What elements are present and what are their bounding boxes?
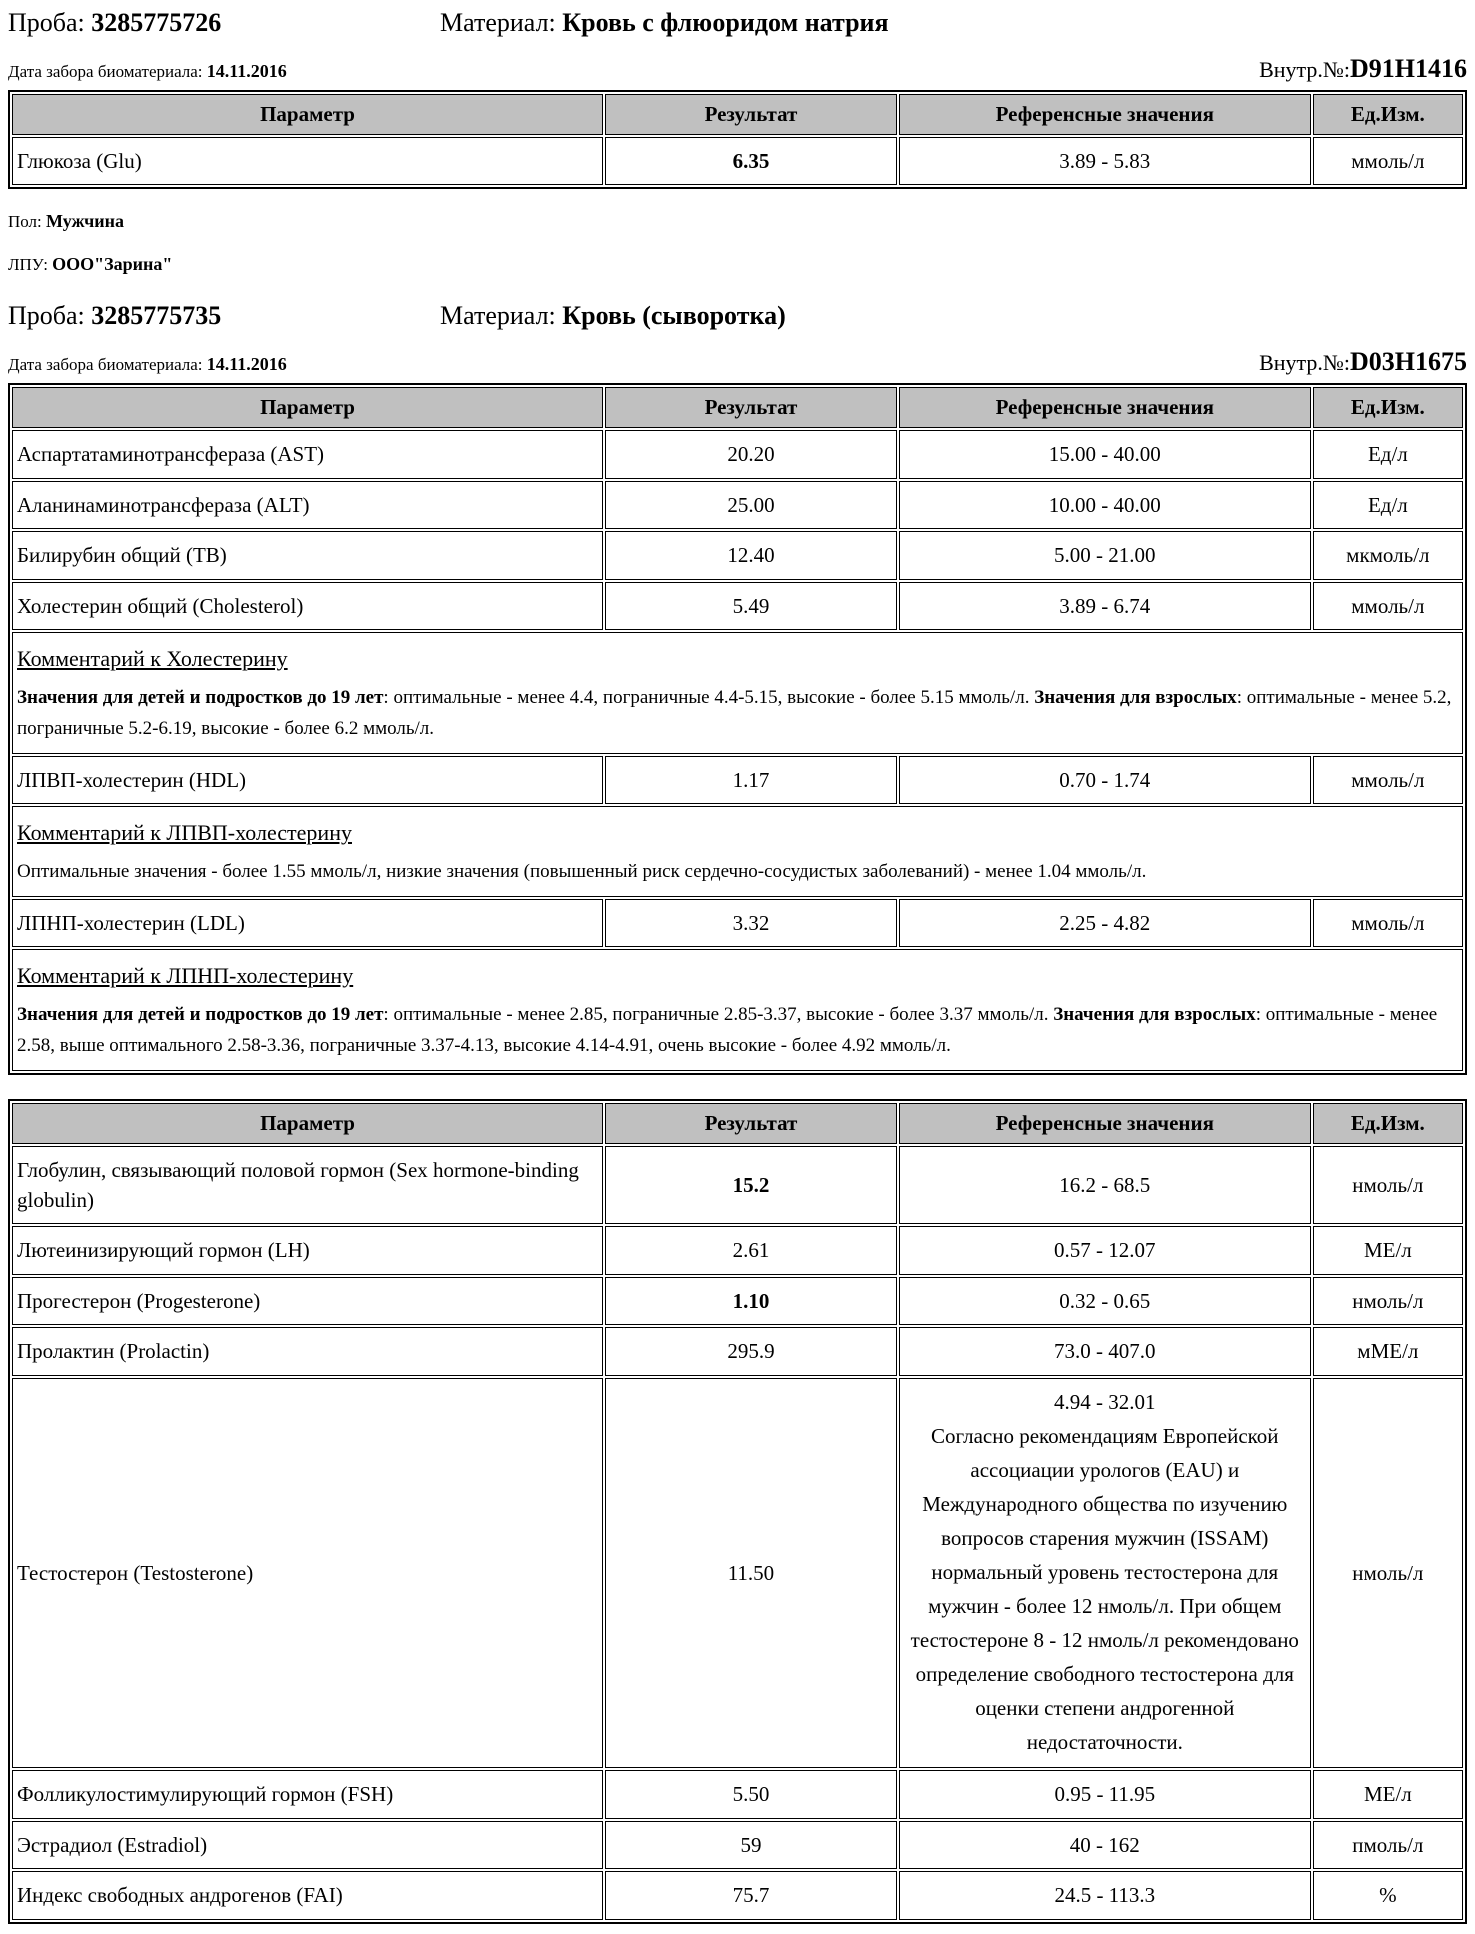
biochemistry-table <box>8 383 1467 1074</box>
comment-bold-segment: Значения для взрослых <box>1053 1004 1256 1026</box>
header-reference: Референсные значения <box>899 387 1311 428</box>
table-row-alt <box>12 481 1463 529</box>
unit-cell: ммоль/л <box>1313 756 1463 804</box>
unit-cell: мкмоль/л <box>1313 531 1463 579</box>
sample-header-2 <box>8 301 1467 331</box>
unit-cell: пмоль/л <box>1313 1821 1463 1869</box>
comment-text-segment: : оптимальные - менее 4.4, пограничные 4.4-5.15, высокие - более 5.15 ммоль/л. <box>383 687 1035 709</box>
table-row-ast <box>12 430 1463 478</box>
table-row-progesterone <box>12 1277 1463 1325</box>
reference-cell: 0.57 - 12.07 <box>899 1226 1311 1274</box>
collection-date-value: 14.11.2016 <box>206 61 287 81</box>
reference-cell: 73.0 - 407.0 <box>899 1327 1311 1375</box>
header-reference: Референсные значения <box>899 94 1311 135</box>
unit-cell: Ед/л <box>1313 430 1463 478</box>
table-row-testosterone <box>12 1378 1463 1769</box>
param-cell: ЛПНП-холестерин (LDL) <box>12 899 603 947</box>
param-cell: Аспартатаминотрансфераза (AST) <box>12 430 603 478</box>
comment-body <box>17 683 1458 745</box>
table-row-prolactin <box>12 1327 1463 1375</box>
param-cell: Холестерин общий (Cholesterol) <box>12 582 603 630</box>
reference-range: 4.94 - 32.01 <box>1054 1389 1156 1414</box>
lpu-label: ЛПУ: <box>8 255 48 275</box>
header-reference: Референсные значения <box>899 1103 1311 1144</box>
comment-bold-segment: Значения для детей и подростков до 19 лет <box>17 1004 384 1026</box>
collection-date-value: 14.11.2016 <box>206 354 287 375</box>
result-cell: 15.2 <box>605 1146 897 1225</box>
material-2 <box>440 301 786 331</box>
unit-cell: % <box>1313 1871 1463 1919</box>
reference-cell <box>899 1378 1311 1769</box>
reference-cell: 40 - 162 <box>899 1821 1311 1869</box>
result-cell: 295.9 <box>605 1327 897 1375</box>
param-cell: Глобулин, связывающий половой гормон (Sex hormone-binding globulin) <box>12 1146 603 1225</box>
table-row-fsh <box>12 1770 1463 1818</box>
table-header-row <box>12 387 1463 428</box>
param-cell: Аланинаминотрансфераза (ALT) <box>12 481 603 529</box>
unit-cell: мМЕ/л <box>1313 1327 1463 1375</box>
header-unit: Ед.Изм. <box>1313 1103 1463 1144</box>
param-cell: Лютеинизирующий гормон (LH) <box>12 1226 603 1274</box>
unit-cell: ммоль/л <box>1313 899 1463 947</box>
internal-no-value: D03H1675 <box>1350 347 1467 377</box>
internal-no-value: D91H1416 <box>1350 54 1467 83</box>
material-1 <box>440 8 889 38</box>
material-label: Материал: <box>440 301 556 331</box>
result-cell: 6.35 <box>605 137 897 185</box>
reference-cell: 3.89 - 5.83 <box>899 137 1311 185</box>
table-row-fai <box>12 1871 1463 1919</box>
sample-number: 3285775726 <box>91 8 222 37</box>
unit-cell: ммоль/л <box>1313 137 1463 185</box>
result-cell: 3.32 <box>605 899 897 947</box>
comment-text-segment: : оптимальные - менее 2.58, выше оптимального 2.58-3.36, пограничные 3.37-4.13, высокие 4.14-4.91, очень высокие - более 4.92 ммоль/л. <box>17 1004 1438 1056</box>
unit-cell: нмоль/л <box>1313 1277 1463 1325</box>
comment-body <box>17 1000 1458 1062</box>
sex-label: Пол: <box>8 212 42 232</box>
table-row-lh <box>12 1226 1463 1274</box>
param-cell: Пролактин (Prolactin) <box>12 1327 603 1375</box>
param-cell: Фолликулостимулирующий гормон (FSH) <box>12 1770 603 1818</box>
reference-cell: 24.5 - 113.3 <box>899 1871 1311 1919</box>
param-cell: ЛПВП-холестерин (HDL) <box>12 756 603 804</box>
result-cell: 5.50 <box>605 1770 897 1818</box>
lpu-value: ООО"Зарина" <box>52 254 173 275</box>
comment-row-ldl <box>12 949 1463 1070</box>
sample-number: 3285775735 <box>91 301 222 331</box>
comment-row-hdl <box>12 806 1463 897</box>
glucose-table <box>8 90 1467 189</box>
result-cell: 5.49 <box>605 582 897 630</box>
unit-cell: ммоль/л <box>1313 582 1463 630</box>
comment-title: Комментарий к ЛПНП-холестерину <box>17 963 354 989</box>
comment-body: Оптимальные значения - более 1.55 ммоль/л, низкие значения (повышенный риск сердечно-сосудистых заболеваний) - менее 1.04 ммоль/л. <box>17 860 1147 882</box>
reference-note: Согласно рекомендациям Европейской ассоциации урологов (EAU) и Международного общества по изучению вопросов старения мужчин (ISSAM) нормальный уровень тестостерона для мужчин - более 12 нмоль/л. При общем тестостероне 8 - 12 нмоль/л рекомендовано определение свободного тестостерона для оценки степени андрогенной недостаточности. <box>910 1424 1299 1755</box>
material-value: Кровь (сыворотка) <box>562 301 786 331</box>
header-param: Параметр <box>12 94 603 135</box>
patient-info <box>8 211 1467 275</box>
hormones-table <box>8 1099 1467 1924</box>
header-unit: Ед.Изм. <box>1313 387 1463 428</box>
result-cell: 59 <box>605 1821 897 1869</box>
internal-no-label: Внутр.№: <box>1259 57 1350 82</box>
reference-cell: 15.00 - 40.00 <box>899 430 1311 478</box>
reference-cell: 5.00 - 21.00 <box>899 531 1311 579</box>
collection-date-label: Дата забора биоматериала: <box>8 62 203 81</box>
reference-cell: 0.95 - 11.95 <box>899 1770 1311 1818</box>
result-cell: 12.40 <box>605 531 897 579</box>
param-cell: Глюкоза (Glu) <box>12 137 603 185</box>
internal-no-1 <box>1259 54 1467 84</box>
collection-date-2 <box>8 354 287 375</box>
date-line-1 <box>8 54 1467 84</box>
sample-id-1 <box>8 8 440 38</box>
collection-date-1 <box>8 61 287 82</box>
comment-bold-segment: Значения для детей и подростков до 19 лет <box>17 687 384 709</box>
table-row-cholesterol <box>12 582 1463 630</box>
unit-cell: нмоль/л <box>1313 1378 1463 1769</box>
table-header-row <box>12 1103 1463 1144</box>
internal-no-label: Внутр.№: <box>1259 350 1350 376</box>
header-result: Результат <box>605 94 897 135</box>
collection-date-label: Дата забора биоматериала: <box>8 355 203 375</box>
header-param: Параметр <box>12 387 603 428</box>
result-cell: 20.20 <box>605 430 897 478</box>
table-row-shbg <box>12 1146 1463 1225</box>
unit-cell: Ед/л <box>1313 481 1463 529</box>
reference-cell: 2.25 - 4.82 <box>899 899 1311 947</box>
internal-no-2 <box>1259 347 1467 377</box>
reference-cell: 10.00 - 40.00 <box>899 481 1311 529</box>
sample-label: Проба: <box>8 301 85 331</box>
param-cell: Тестостерон (Testosterone) <box>12 1378 603 1769</box>
comment-title: Комментарий к Холестерину <box>17 646 288 672</box>
param-cell: Эстрадиол (Estradiol) <box>12 1821 603 1869</box>
comment-text-segment: : оптимальные - менее 5.2, пограничные 5.2-6.19, высокие - более 6.2 ммоль/л. <box>17 687 1452 739</box>
table-row-bilirubin <box>12 531 1463 579</box>
param-cell: Билирубин общий (TB) <box>12 531 603 579</box>
date-line-2 <box>8 347 1467 377</box>
sex-value: Мужчина <box>46 211 125 232</box>
sample-id-2 <box>8 301 440 331</box>
table-row-ldl <box>12 899 1463 947</box>
param-cell: Индекс свободных андрогенов (FAI) <box>12 1871 603 1919</box>
result-cell: 25.00 <box>605 481 897 529</box>
ldl-comment <box>12 949 1463 1070</box>
reference-cell: 0.32 - 0.65 <box>899 1277 1311 1325</box>
table-row-estradiol <box>12 1821 1463 1869</box>
cholesterol-comment <box>12 632 1463 753</box>
reference-cell: 16.2 - 68.5 <box>899 1146 1311 1225</box>
table-row <box>12 137 1463 185</box>
header-result: Результат <box>605 387 897 428</box>
lpu-line <box>8 254 1467 275</box>
reference-cell: 3.89 - 6.74 <box>899 582 1311 630</box>
comment-row-cholesterol <box>12 632 1463 753</box>
result-cell: 11.50 <box>605 1378 897 1769</box>
hdl-comment <box>12 806 1463 897</box>
table-gap <box>8 1075 1467 1099</box>
sex-line <box>8 211 1467 232</box>
unit-cell: нмоль/л <box>1313 1146 1463 1225</box>
comment-text-segment: : оптимальные - менее 2.85, пограничные 2.85-3.37, высокие - более 3.37 ммоль/л. <box>383 1004 1054 1026</box>
sample-header-1 <box>8 8 1467 38</box>
header-param: Параметр <box>12 1103 603 1144</box>
reference-cell: 0.70 - 1.74 <box>899 756 1311 804</box>
param-cell: Прогестерон (Progesterone) <box>12 1277 603 1325</box>
material-label: Материал: <box>440 8 556 37</box>
unit-cell: МЕ/л <box>1313 1226 1463 1274</box>
unit-cell: МЕ/л <box>1313 1770 1463 1818</box>
table-header-row <box>12 94 1463 135</box>
header-result: Результат <box>605 1103 897 1144</box>
result-cell: 75.7 <box>605 1871 897 1919</box>
material-value: Кровь с флюоридом натрия <box>562 8 889 37</box>
result-cell: 1.17 <box>605 756 897 804</box>
result-cell: 2.61 <box>605 1226 897 1274</box>
comment-title: Комментарий к ЛПВП-холестерину <box>17 820 352 846</box>
result-cell: 1.10 <box>605 1277 897 1325</box>
sample-label: Проба: <box>8 8 85 37</box>
comment-bold-segment: Значения для взрослых <box>1034 687 1237 709</box>
header-unit: Ед.Изм. <box>1313 94 1463 135</box>
table-row-hdl <box>12 756 1463 804</box>
